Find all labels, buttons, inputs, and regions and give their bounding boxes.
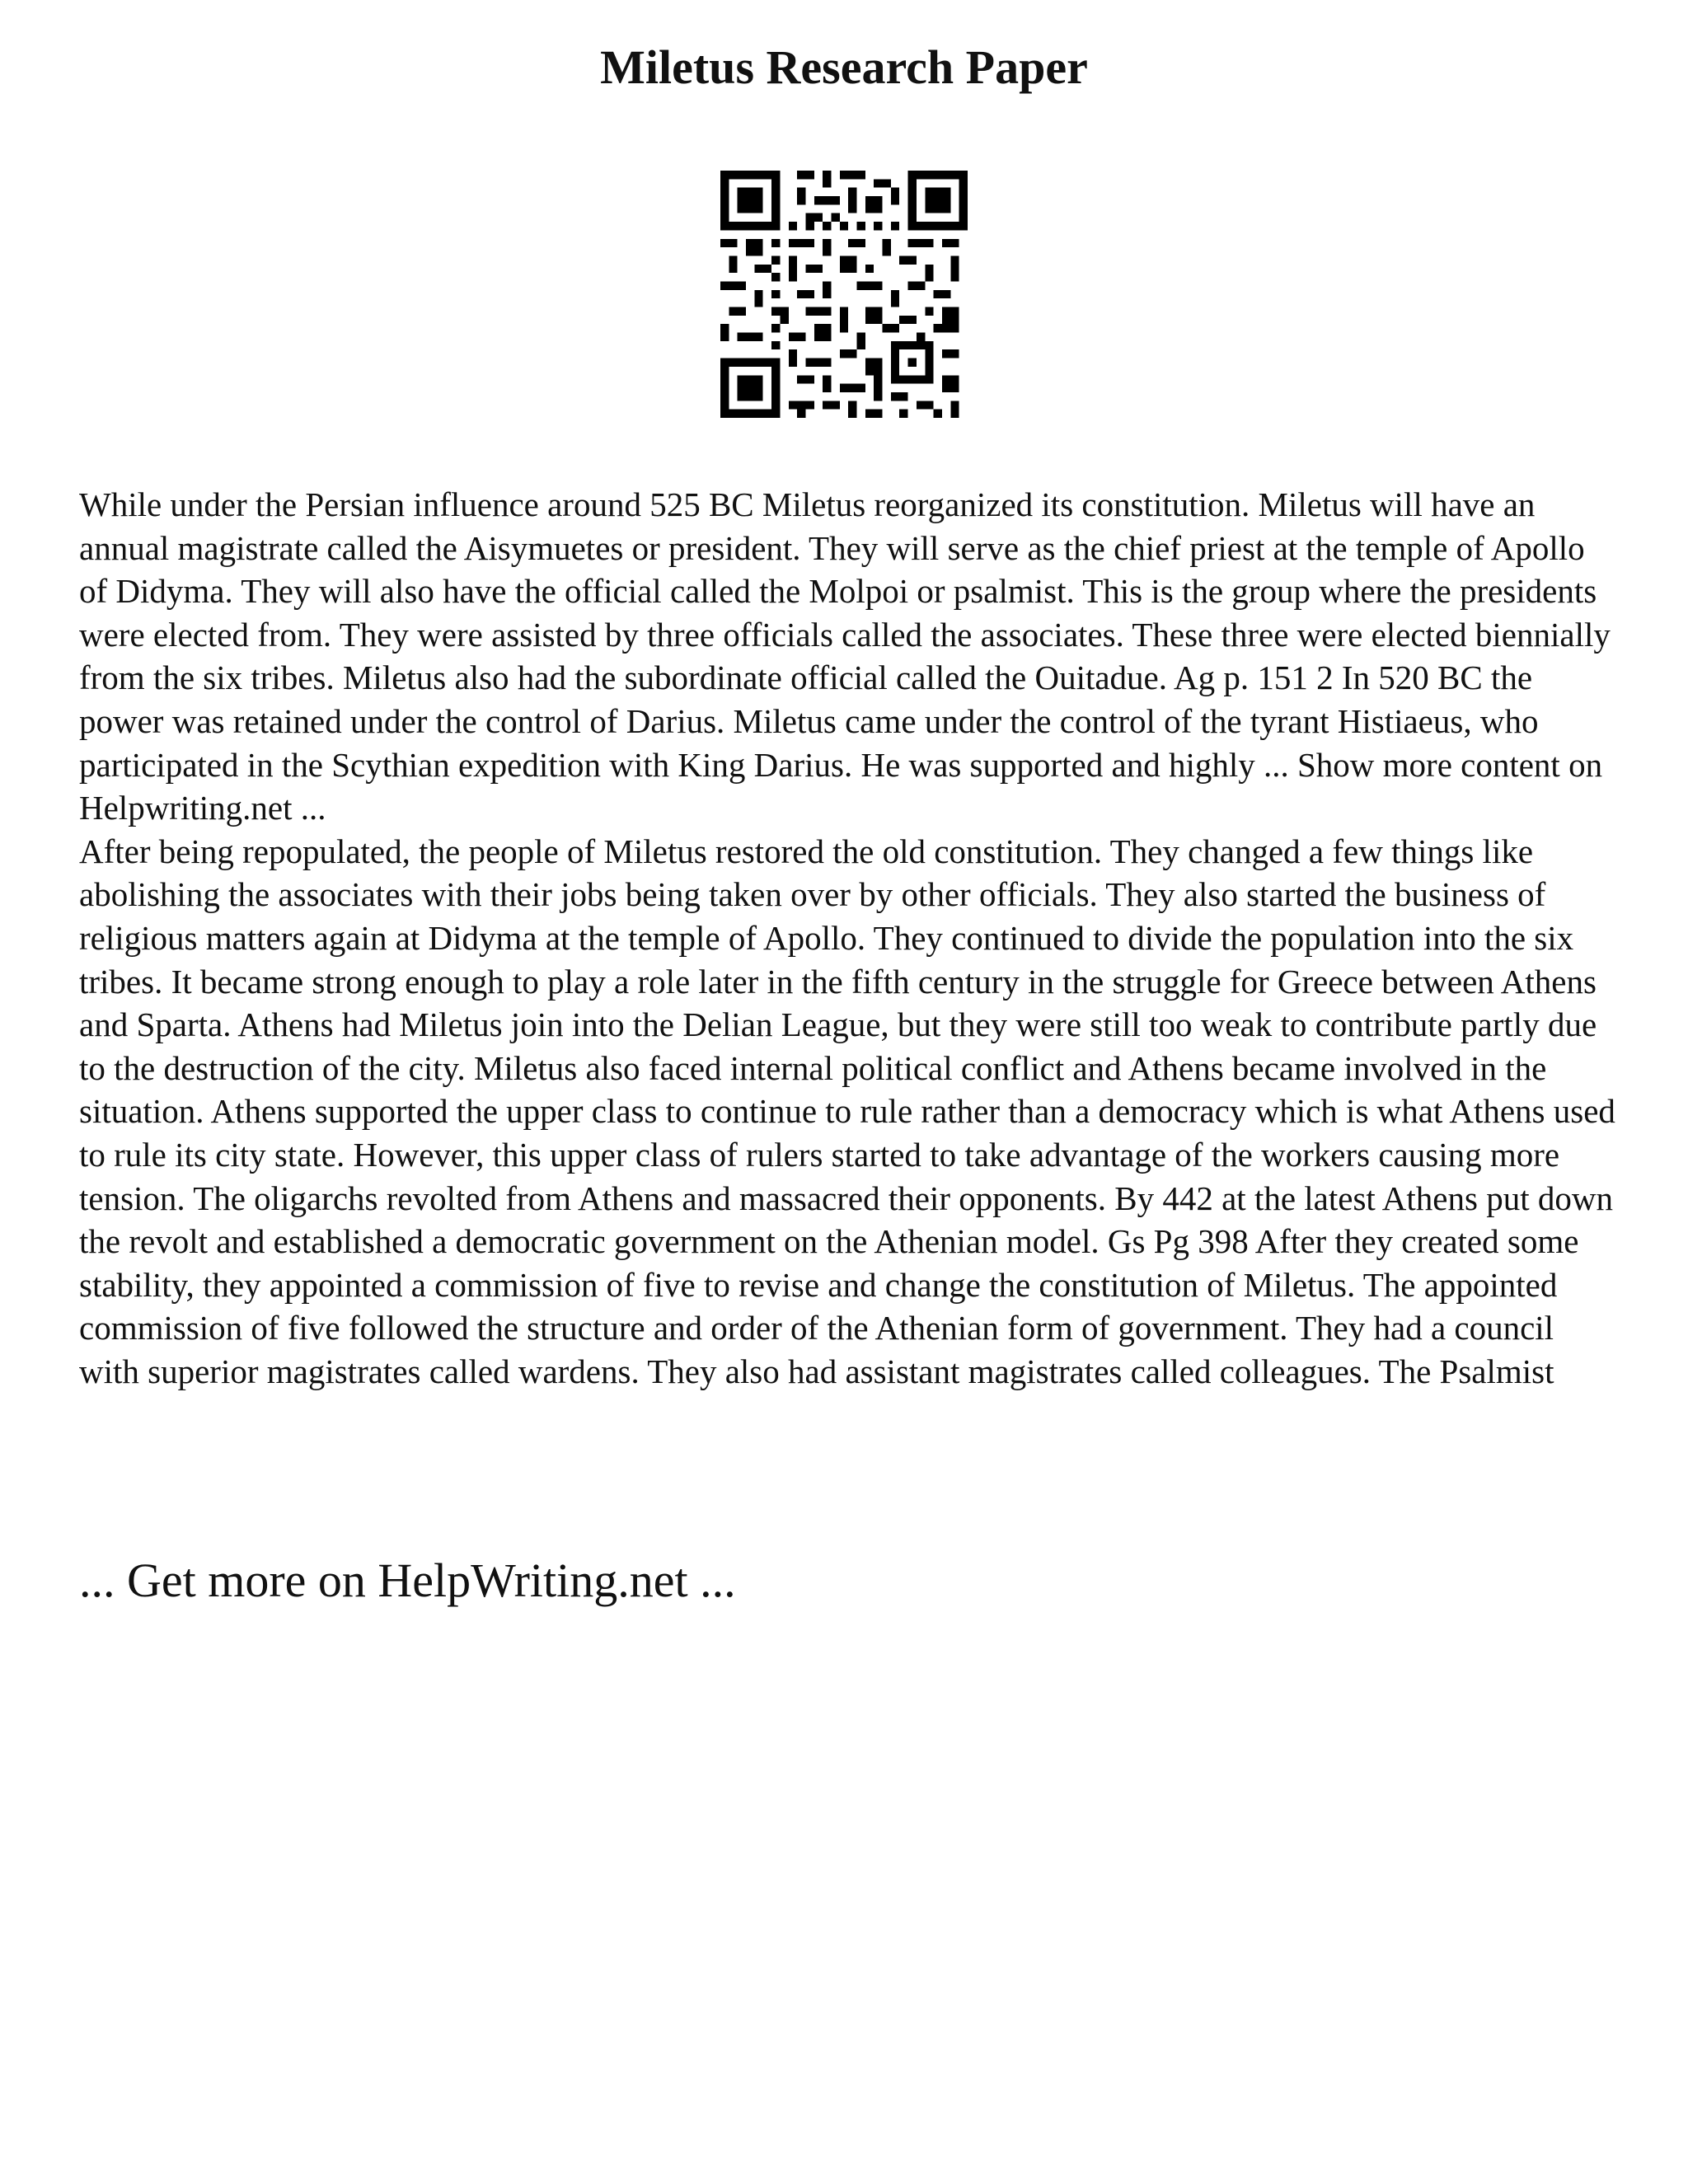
paragraph-2: After being repopulated, the people of Miletus restored the old constitution. They changed a few things like abolishing the associates with their jobs being taken over by other officials. They also started the business of religious matters again at Didyma at the temple of Apollo. They continued to divide the population into the six tribes. It became strong enough to play a role later in the fifth century in the struggle for Greece between Athens and Sparta. Athens had Miletus join into the Delian League, but they were still too weak to contribute partly due to the destruction of the city. Miletus also faced internal political conflict and Athens became involved in the situation. Athens supported the upper class to continue to rule rather than a democracy which is what Athens used to rule its city state. However, this upper class of rulers started to take advantage of the workers causing more tension. The oligarchs revolted from Athens and massacred their opponents. By 442 at the latest Athens put down the revolt and established a democratic government on the Athenian model. Gs Pg 398 After they created some stability, they appointed a commission of five to revise and change the constitution of Miletus. The appointed commission of five followed the structure and order of the Athenian form of government. They had a council with superior magistrates called wardens. They also had assistant magistrates called colleagues. The Psalmist bbox=[79, 832, 1615, 1390]
paragraph-1: While under the Persian influence around 525 BC Miletus reorganized its constitution. Miletus will have an annual magistrate called the Aisymuetes or president. They will serve as the chief priest at the temple of Apollo of Didyma. They will also have the official called the Molpoi or psalmist. This is the group where the presidents were elected from. They were assisted by three officials called the associates. These three were elected biennially from the six tribes. Miletus also had the subordinate official called the Ouitadue. Ag p. 151 2 In 520 BC the power was retained under the control of Darius. Miletus came under the control of the tyrant Histiaeus, who participated in the Scythian expedition with King Darius. He was supported and highly ... Show more content on Helpwriting.net ... bbox=[79, 485, 1611, 827]
get-more-link[interactable]: ... Get more on HelpWriting.net ... bbox=[79, 1554, 736, 1607]
qr-code-icon bbox=[720, 171, 968, 418]
body-text bbox=[79, 483, 1620, 1393]
qr-code-graphic bbox=[720, 171, 968, 418]
page-title: Miletus Research Paper bbox=[600, 40, 1088, 94]
